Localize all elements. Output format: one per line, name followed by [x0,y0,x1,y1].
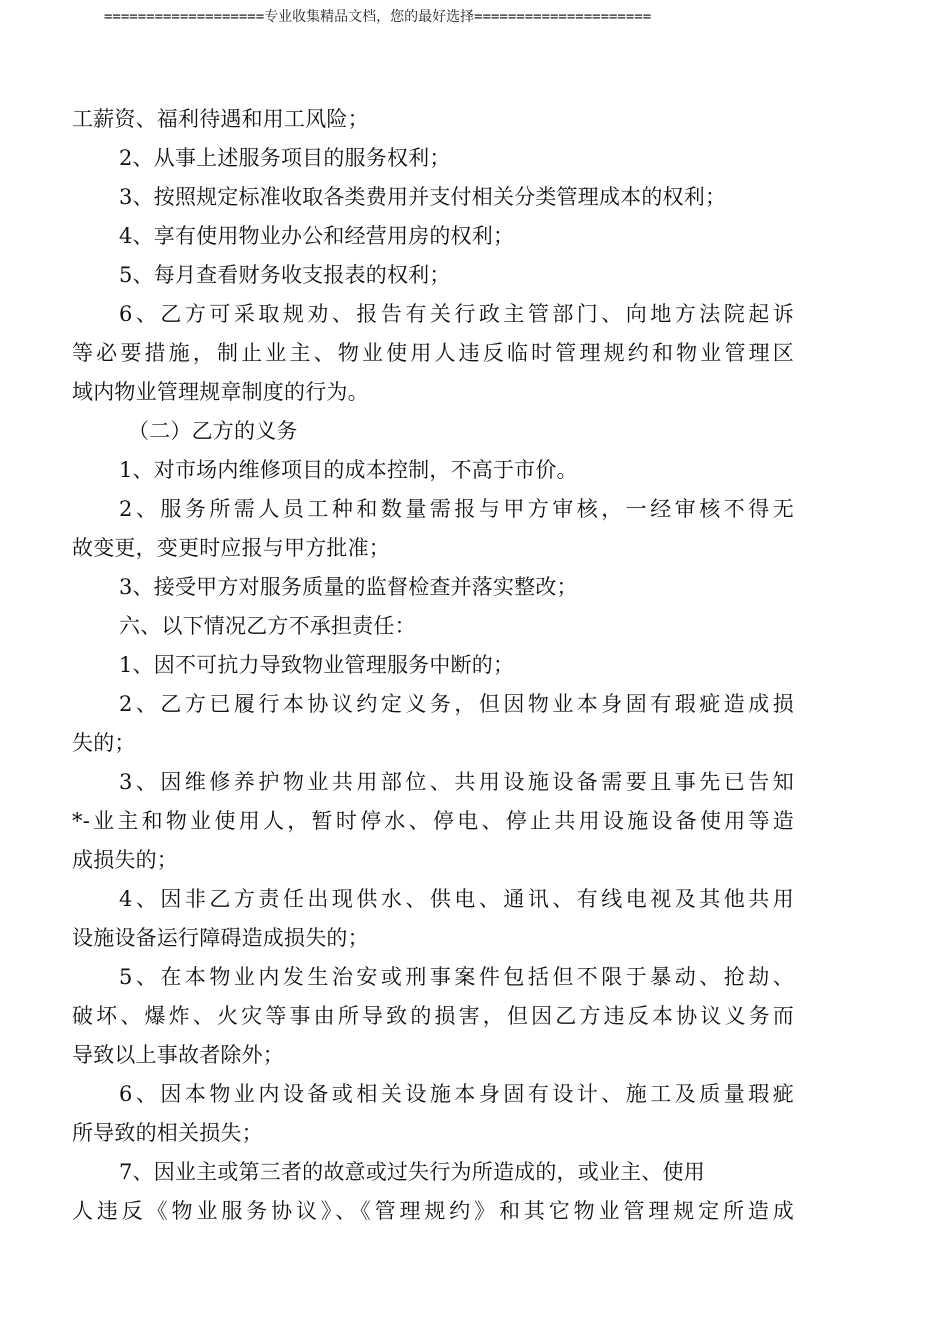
paragraph-line: 6、因本物业内设备或相关设施本身固有设计、施工及质量瑕疵 [119,1082,794,1106]
paragraph-line: 域内物业管理规章制度的行为。 [72,380,369,404]
paragraph-line: 工薪资、福利待遇和用工风险； [72,107,369,131]
paragraph-line: *-业主和物业使用人，暂时停水、停电、停止共用设施设备使用等造 [72,809,794,833]
paragraph-line: 5、每月查看财务收支报表的权利； [119,263,451,287]
paragraph-line: 故变更，变更时应报与甲方批准； [72,536,390,560]
paragraph-line: 设施设备运行障碍造成损失的； [72,926,369,950]
paragraph-line: 导致以上事故者除外； [72,1043,284,1067]
paragraph-line: 失的； [72,731,136,755]
paragraph-line: 1、对市场内维修项目的成本控制，不高于市价。 [119,458,578,482]
paragraph-line: 7、因业主或第三者的故意或过失行为所造成的，或业主、使用 [119,1160,705,1184]
paragraph-line: 2、从事上述服务项目的服务权利； [119,146,451,170]
paragraph-line: 3、接受甲方对服务质量的监督检查并落实整改； [119,575,578,599]
paragraph-line: （二）乙方的义务 [128,419,298,443]
paragraph-line: 破坏、爆炸、火灾等事由所导致的损害，但因乙方违反本协议义务而 [72,1004,794,1028]
paragraph-line: 1、因不可抗力导致物业管理服务中断的； [119,653,515,677]
paragraph-line: 人违反《物业服务协议》、《管理规约》和其它物业管理规定所造成 [72,1199,794,1223]
paragraph-line: 成损失的； [72,848,178,872]
paragraph-line: 6、乙方可采取规劝、报告有关行政主管部门、向地方法院起诉 [119,302,794,326]
paragraph-line: 5、在本物业内发生治安或刑事案件包括但不限于暴动、抢劫、 [119,965,794,989]
paragraph-line: 2、服务所需人员工种和数量需报与甲方审核，一经审核不得无 [119,497,794,521]
paragraph-line: 2、乙方已履行本协议约定义务，但因物业本身固有瑕疵造成损 [119,692,794,716]
paragraph-line: 六、以下情况乙方不承担责任： [119,614,416,638]
paragraph-line: 4、享有使用物业办公和经营用房的权利； [119,224,515,248]
paragraph-line: 4、因非乙方责任出现供水、供电、通讯、有线电视及其他共用 [119,887,794,911]
page-header-banner: ===================专业收集精品文档，您的最好选择===================== [104,9,652,25]
paragraph-line: 3、按照规定标准收取各类费用并支付相关分类管理成本的权利； [119,185,727,209]
paragraph-line: 所导致的相关损失； [72,1121,263,1145]
paragraph-line: 等必要措施，制止业主、物业使用人违反临时管理规约和物业管理区 [72,341,794,365]
document-body [72,100,794,1231]
paragraph-line: 3、因维修养护物业共用部位、共用设施设备需要且事先已告知 [119,770,794,794]
